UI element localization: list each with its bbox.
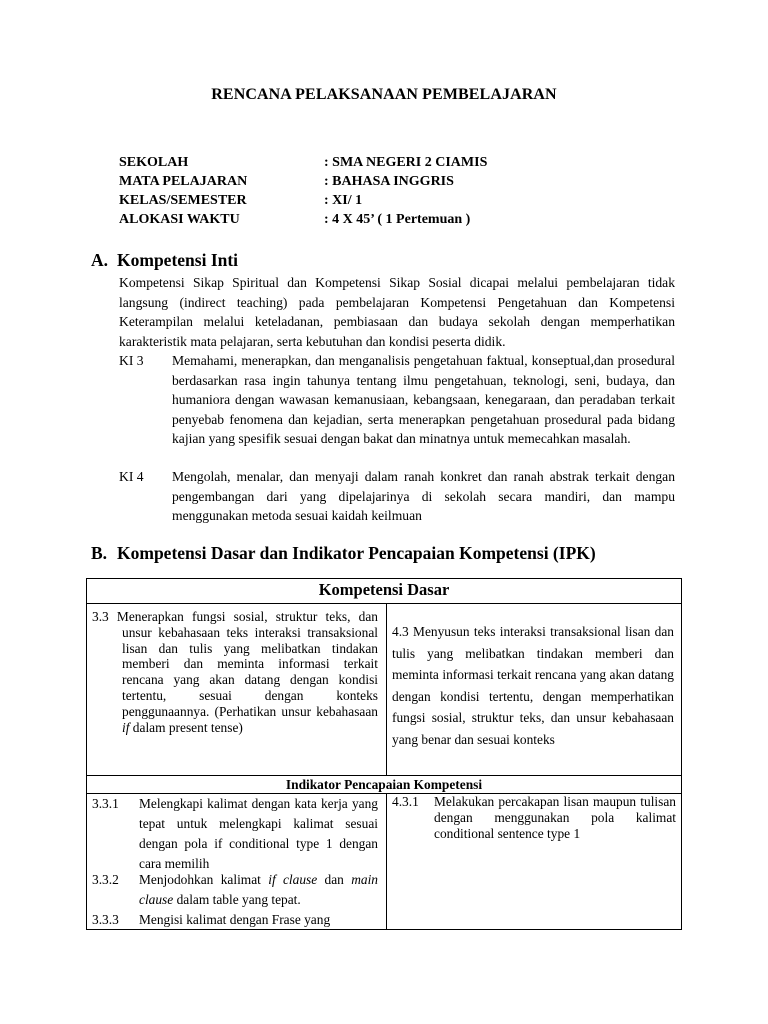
- kd-header: Kompetensi Dasar: [318, 580, 450, 599]
- ki3-code: KI 3: [119, 353, 144, 368]
- ipk-item: [92, 794, 378, 874]
- section-b-heading: [91, 543, 596, 564]
- identity-value: : BAHASA INGGRIS: [324, 174, 454, 189]
- ki4-text: Mengolah, menalar, dan menyaji dalam ranah konkret dan ranah abstrak terkait dengan pengembangan dari yang dipelajarinya di sekolah secara mandiri, dan mampu menggunakan metoda sesuai kaidah keilmuan: [172, 469, 675, 523]
- kd-left-main: 3.3 Menerapkan fungsi sosial, struktur teks, dan unsur kebahasaan teks interaksi transaksional lisan dan tulis yang melibatkan tindakan memberi dan meminta informasi terkait rencana yang akan datang dengan kondisi tertentu, sesuai dengan konteks penggunaannya. (Perhatikan unsur kebahasaan: [92, 609, 378, 719]
- section-a-title: Kompetensi Inti: [117, 250, 239, 270]
- ipk-code: 3.3.3: [92, 912, 119, 927]
- document-title: RENCANA PELAKSANAAN PEMBELAJARAN: [211, 86, 557, 103]
- kd-left-emphasis: if: [122, 719, 130, 735]
- ipk-text-part: dan: [317, 872, 352, 887]
- identity-value: : 4 X 45’ ( 1 Pertemuan ): [324, 212, 471, 227]
- ipk-item: [92, 870, 378, 910]
- section-b-number: B.: [91, 543, 108, 563]
- table-divider: [386, 603, 387, 775]
- ipk-text: Mengisi kalimat dengan Frase yang: [139, 912, 331, 927]
- table-divider: [87, 603, 681, 604]
- ipk-text-emphasis: main clause: [139, 872, 378, 907]
- ipk-text: Melakukan percakapan lisan maupun tulisan dengan menggunakan pola kalimat conditional sentence type 1: [434, 794, 676, 841]
- identity-value: : SMA NEGERI 2 CIAMIS: [324, 155, 488, 170]
- identity-label: ALOKASI WAKTU: [119, 212, 240, 227]
- ipk-text-emphasis: if clause: [268, 872, 318, 887]
- section-a-number: A.: [91, 250, 109, 270]
- identity-label: KELAS/SEMESTER: [119, 193, 247, 208]
- ipk-text-part: Menjodohkan kalimat: [139, 872, 269, 887]
- kd-left-tail: dalam present tense): [129, 719, 243, 735]
- table-divider: [386, 793, 387, 929]
- identity-label: SEKOLAH: [119, 155, 189, 170]
- ki3-text: Memahami, menerapkan, dan menganalisis pengetahuan faktual, konseptual,dan prosedural berdasarkan rasa ingin tahunya tentang ilmu pengetahuan, teknologi, seni, budaya, dan humaniora dengan wawasan kemanusiaan, kebangsaan, kenegaraan, dan peradaban terkait penyebab fenomena dan kejadian, serta menerapkan pengetahuan prosedural pada bidang kajian yang spesifik sesuai dengan bakat dan minatnya untuk memecahkan masalah.: [172, 353, 675, 446]
- ipk-code: 3.3.2: [92, 872, 119, 887]
- ki4-code: KI 4: [119, 469, 144, 484]
- kd-right-cell: 4.3 Menyusun teks interaksi transaksional lisan dan tulis yang melibatkan tindakan memberi dan meminta informasi terkait rencana yang akan datang dengan kondisi tertentu, dengan memperhatikan fungsi sosial, struktur teks, dan unsur kebahasaan yang benar dan sesuai konteks: [392, 624, 674, 747]
- ipk-item: [92, 910, 378, 930]
- identity-value: : XI/ 1: [324, 193, 363, 208]
- section-b-title: Kompetensi Dasar dan Indikator Pencapaian Kompetensi (IPK): [117, 543, 596, 563]
- section-a-heading: [91, 250, 238, 271]
- kd-left-text: [92, 609, 378, 735]
- identity-label: MATA PELAJARAN: [119, 174, 248, 189]
- ipk-text: [139, 870, 378, 910]
- section-a-intro: Kompetensi Sikap Spiritual dan Kompetensi Sikap Sosial dicapai melalui pembelajaran tidak langsung (indirect teaching) pada pembelajaran Kompetensi Pengetahuan dan Kompetensi Keterampilan melalui keteladanan, pembiasaan dan budaya sekolah dengan memperhatikan karakteristik mata pelajaran, serta kebutuhan dan kondisi peserta didik.: [119, 275, 675, 349]
- ipk-code: 4.3.1: [392, 794, 419, 809]
- ipk-right-item: [392, 794, 676, 842]
- ipk-header: Indikator Pencapaian Kompetensi: [285, 777, 483, 792]
- kd-left-cell: [92, 609, 378, 735]
- ipk-text-part: dalam table yang tepat.: [173, 892, 301, 907]
- ipk-text: Melengkapi kalimat dengan kata kerja yang tepat untuk melengkapi kalimat sesuai dengan pola if conditional type 1 dengan cara memilih: [139, 796, 378, 871]
- ipk-code: 3.3.1: [92, 796, 119, 811]
